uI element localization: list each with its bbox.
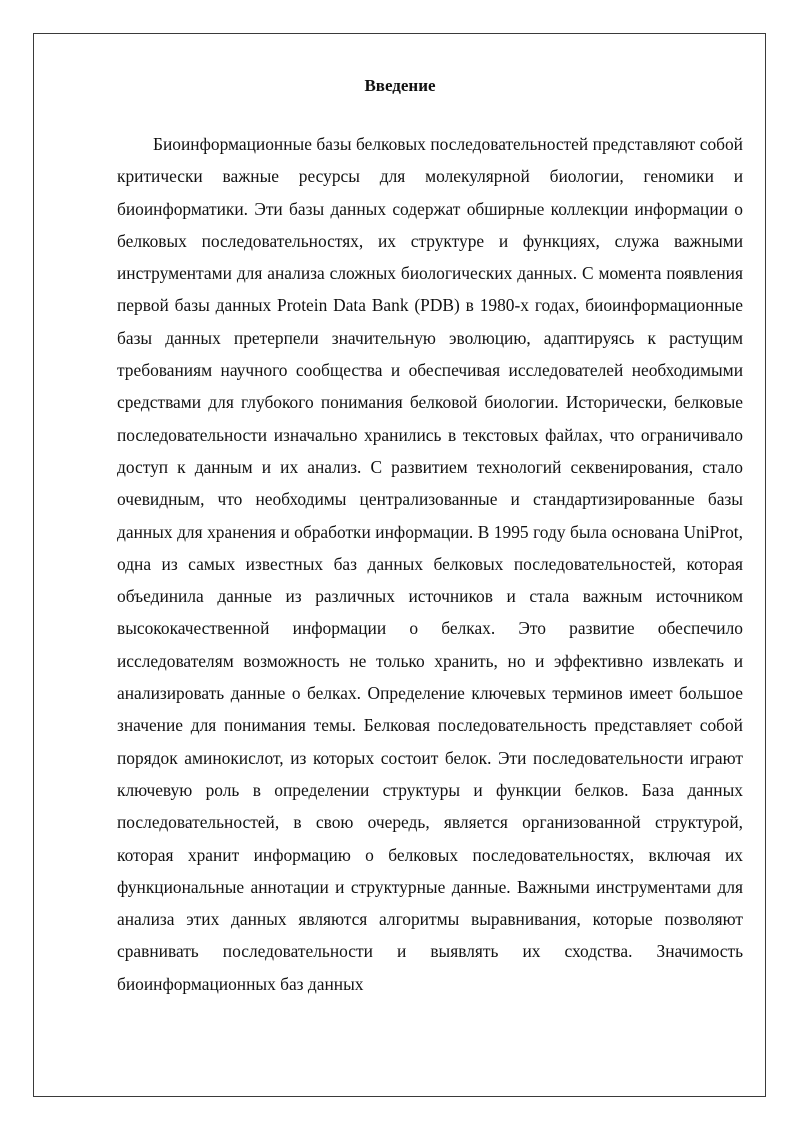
body-paragraph: Биоинформационные базы белковых последовательностей представляют собой критически важные ресурсы для молекулярной биологии, геномики и биоинформатики. Эти базы данных содержат обширные коллекции информации о белковых последовательностях, их структуре и функциях, служа важными инструментами для анализа сложных биологических данных. С момента появления первой базы данных Protein Data Bank (PDB) в 1980-х годах, биоинформационные базы данных претерпели значительную эволюцию, адаптируясь к растущим требованиям научного сообщества и обеспечивая исследователей необходимыми средствами для глубокого понимания белковой биологии. Исторически, белковые последовательности изначально хранились в текстовых файлах, что ограничивало доступ к данным и их анализ. С развитием технологий секвенирования, стало очевидным, что необходимы централизованные и стандартизированные базы данных для хранения и обработки информации. В 1995 году была основана UniProt, одна из самых известных баз данных белковых последовательностей, которая объединила данные из различных источников и стала важным источником высококачественной информации о белках. Это развитие обеспечило исследователям возможность не только хранить, но и эффективно извлекать и анализировать данные о белках. Определение ключевых терминов имеет большое значение для понимания темы. Белковая последовательность представляет собой порядок аминокислот, из которых состоит белок. Эти последовательности играют ключевую роль в определении структуры и функции белков. База данных последовательностей, в свою очередь, является организованной структурой, которая хранит информацию о белковых последовательностях, включая их функциональные аннотации и структурные данные. Важными инструментами для анализа этих данных являются алгоритмы выравнивания, которые позволяют сравнивать последовательности и выявлять их сходства. Значимость биоинформационных баз данных xyxy=(117,134,743,994)
document-title: Введение xyxy=(364,76,436,95)
